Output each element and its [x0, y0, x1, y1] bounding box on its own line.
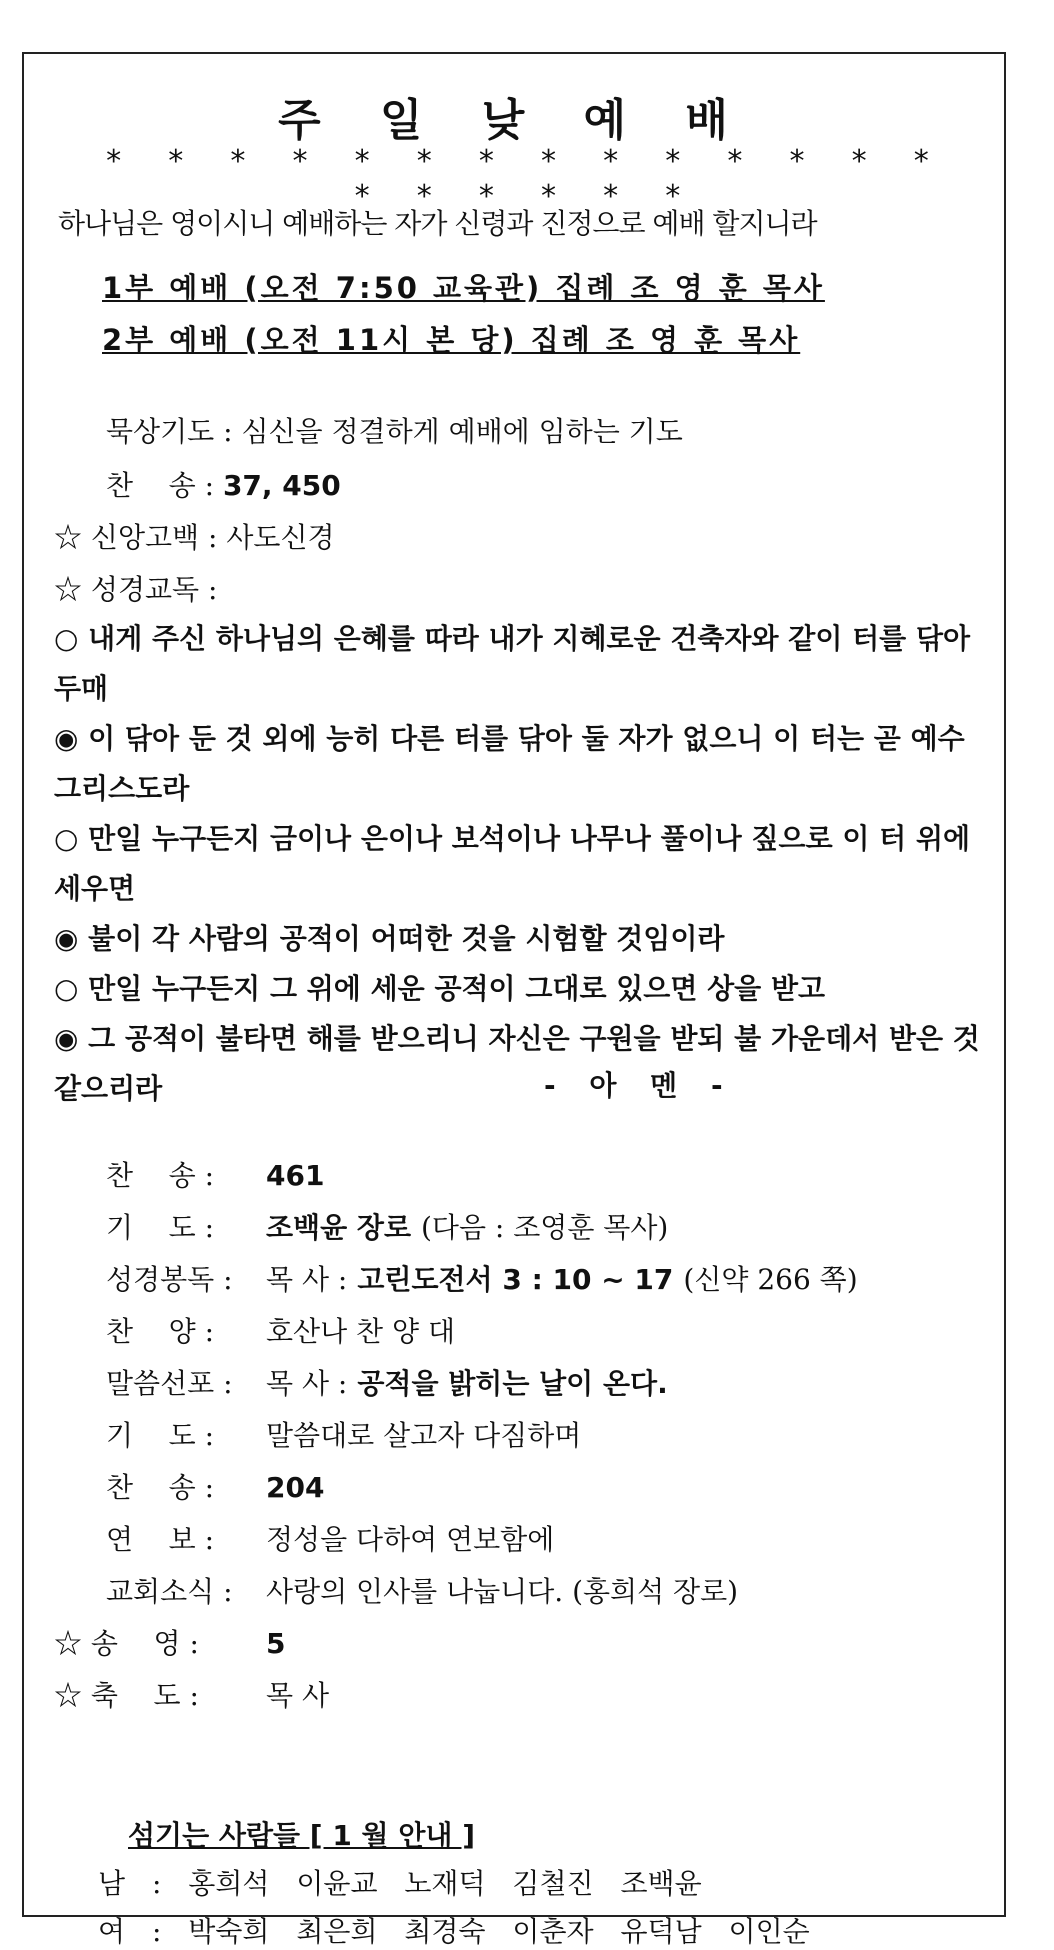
ushers-women — [98, 1910, 810, 1950]
order-note: (신약 266 쪽) — [683, 1263, 858, 1296]
reading-line-6: ◉ 그 공적이 불타면 해를 받으리니 자신은 구원을 받되 불 가운데서 받은 것 같으리라 — [54, 1022, 980, 1105]
meditation-text: 심신을 정결하게 예배에 임하는 기도 — [241, 415, 683, 448]
reading-list — [54, 614, 994, 1114]
order-value: 204 — [266, 1471, 325, 1504]
order-value: 5 — [266, 1627, 286, 1660]
order-row — [54, 1622, 285, 1662]
reading-line-5: ○ 만일 누구든지 그 위에 세운 공적이 그대로 있으면 상을 받고 — [54, 972, 826, 1005]
order-label: 기 도 : — [106, 1419, 215, 1452]
order-row — [106, 1206, 668, 1246]
order-row — [106, 1570, 738, 1610]
women-names: 박숙희 최은희 최경숙 이춘자 유덕남 이인순 — [188, 1915, 810, 1948]
reading-label: ☆ 성경교독 : — [54, 573, 218, 606]
order-row — [106, 1154, 324, 1194]
order-value: 호산나 찬 양 대 — [266, 1315, 455, 1348]
order-row — [106, 1310, 455, 1350]
service-1: 1부 예배 (오전 7:50 교육관) 집례 조 영 훈 목사 — [102, 271, 825, 305]
ushers-men — [98, 1862, 702, 1902]
order-value: 461 — [266, 1159, 325, 1192]
order-row — [106, 1258, 858, 1298]
hymn-row-1: 찬 송 : 37, 450 — [106, 464, 341, 504]
theme-verse: 하나님은 영이시니 예배하는 자가 신령과 진정으로 예배 할지니라 — [58, 207, 817, 240]
order-value: 목 사 : — [266, 1263, 348, 1296]
order-row — [106, 1518, 554, 1558]
hymn-label-1: 찬 송 — [106, 469, 196, 502]
service-2: 2부 예배 (오전 11시 본 당) 집례 조 영 훈 목사 — [102, 323, 801, 357]
order-label: 성경봉독 : — [106, 1263, 233, 1296]
order-label: 찬 송 : — [106, 1471, 215, 1504]
reading-line-1: ○ 내게 주신 하나님의 은혜를 따라 내가 지혜로운 건축자와 같이 터를 닦아 두매 — [54, 622, 971, 705]
ushers-title: 섬기는 사람들 [ 1 월 안내 ] — [128, 1819, 475, 1852]
order-value: 정성을 다하여 연보함에 — [266, 1523, 555, 1556]
reading-line-3: ○ 만일 누구든지 금이나 은이나 보석이나 나무나 풀이나 짚으로 이 터 위에 세우면 — [54, 822, 971, 905]
order-label: 찬 송 : — [106, 1159, 215, 1192]
creed-row: ☆ 신앙고백 : 사도신경 — [54, 516, 335, 556]
meditation-label: 묵상기도 — [106, 415, 215, 448]
order-label: ☆ 축 도 : — [54, 1679, 199, 1712]
page-title: 주 일 낮 예 배 — [278, 95, 750, 146]
order-value: 목 사 : — [266, 1367, 348, 1400]
order-row — [54, 1674, 329, 1714]
order-value-bold: 고린도전서 3 : 10 ~ 17 — [357, 1263, 674, 1296]
men-names: 홍희석 이윤교 노재덕 김철진 조백윤 — [188, 1867, 702, 1900]
order-label: 교회소식 : — [106, 1575, 233, 1608]
meditation-row: 묵상기도 : 심신을 정결하게 예배에 임하는 기도 — [106, 410, 683, 450]
order-label: 기 도 : — [106, 1211, 215, 1244]
order-value: 사랑의 인사를 나눕니다. (홍희석 장로) — [266, 1575, 739, 1608]
order-label: 말씀선포 : — [106, 1367, 233, 1400]
reading-line-2: ◉ 이 닦아 둔 것 외에 능히 다른 터를 닦아 둘 자가 없으니 이 터는 곧 예수 그리스도라 — [54, 722, 965, 805]
order-value: 말씀대로 살고자 다짐하며 — [266, 1419, 582, 1452]
order-label: ☆ 송 영 : — [54, 1627, 199, 1660]
order-row — [106, 1466, 324, 1506]
women-label: 여 : — [98, 1915, 162, 1948]
order-row — [106, 1362, 668, 1402]
order-value: 목 사 — [266, 1679, 329, 1712]
bulletin-sheet — [22, 52, 1006, 1948]
order-label: 찬 양 : — [106, 1315, 215, 1348]
order-value-bold: 공적을 밝히는 날이 온다. — [357, 1367, 668, 1400]
amen: - 아 멘 - — [544, 1069, 735, 1102]
order-row — [106, 1414, 581, 1454]
star-divider: * * * * * * * * * * * * * * * * * * * * — [104, 144, 944, 214]
order-value: 조백윤 장로 — [266, 1211, 411, 1244]
reading-line-4: ◉ 불이 각 사람의 공적이 어떠한 것을 시험할 것임이라 — [54, 922, 725, 955]
order-note: (다음 : 조영훈 목사) — [421, 1211, 669, 1244]
hymn-value-1: 37, 450 — [222, 469, 341, 502]
creed-value: 사도신경 — [226, 521, 335, 554]
creed-label: ☆ 신앙고백 — [54, 521, 200, 554]
men-label: 남 : — [98, 1867, 162, 1900]
order-label: 연 보 : — [106, 1523, 215, 1556]
